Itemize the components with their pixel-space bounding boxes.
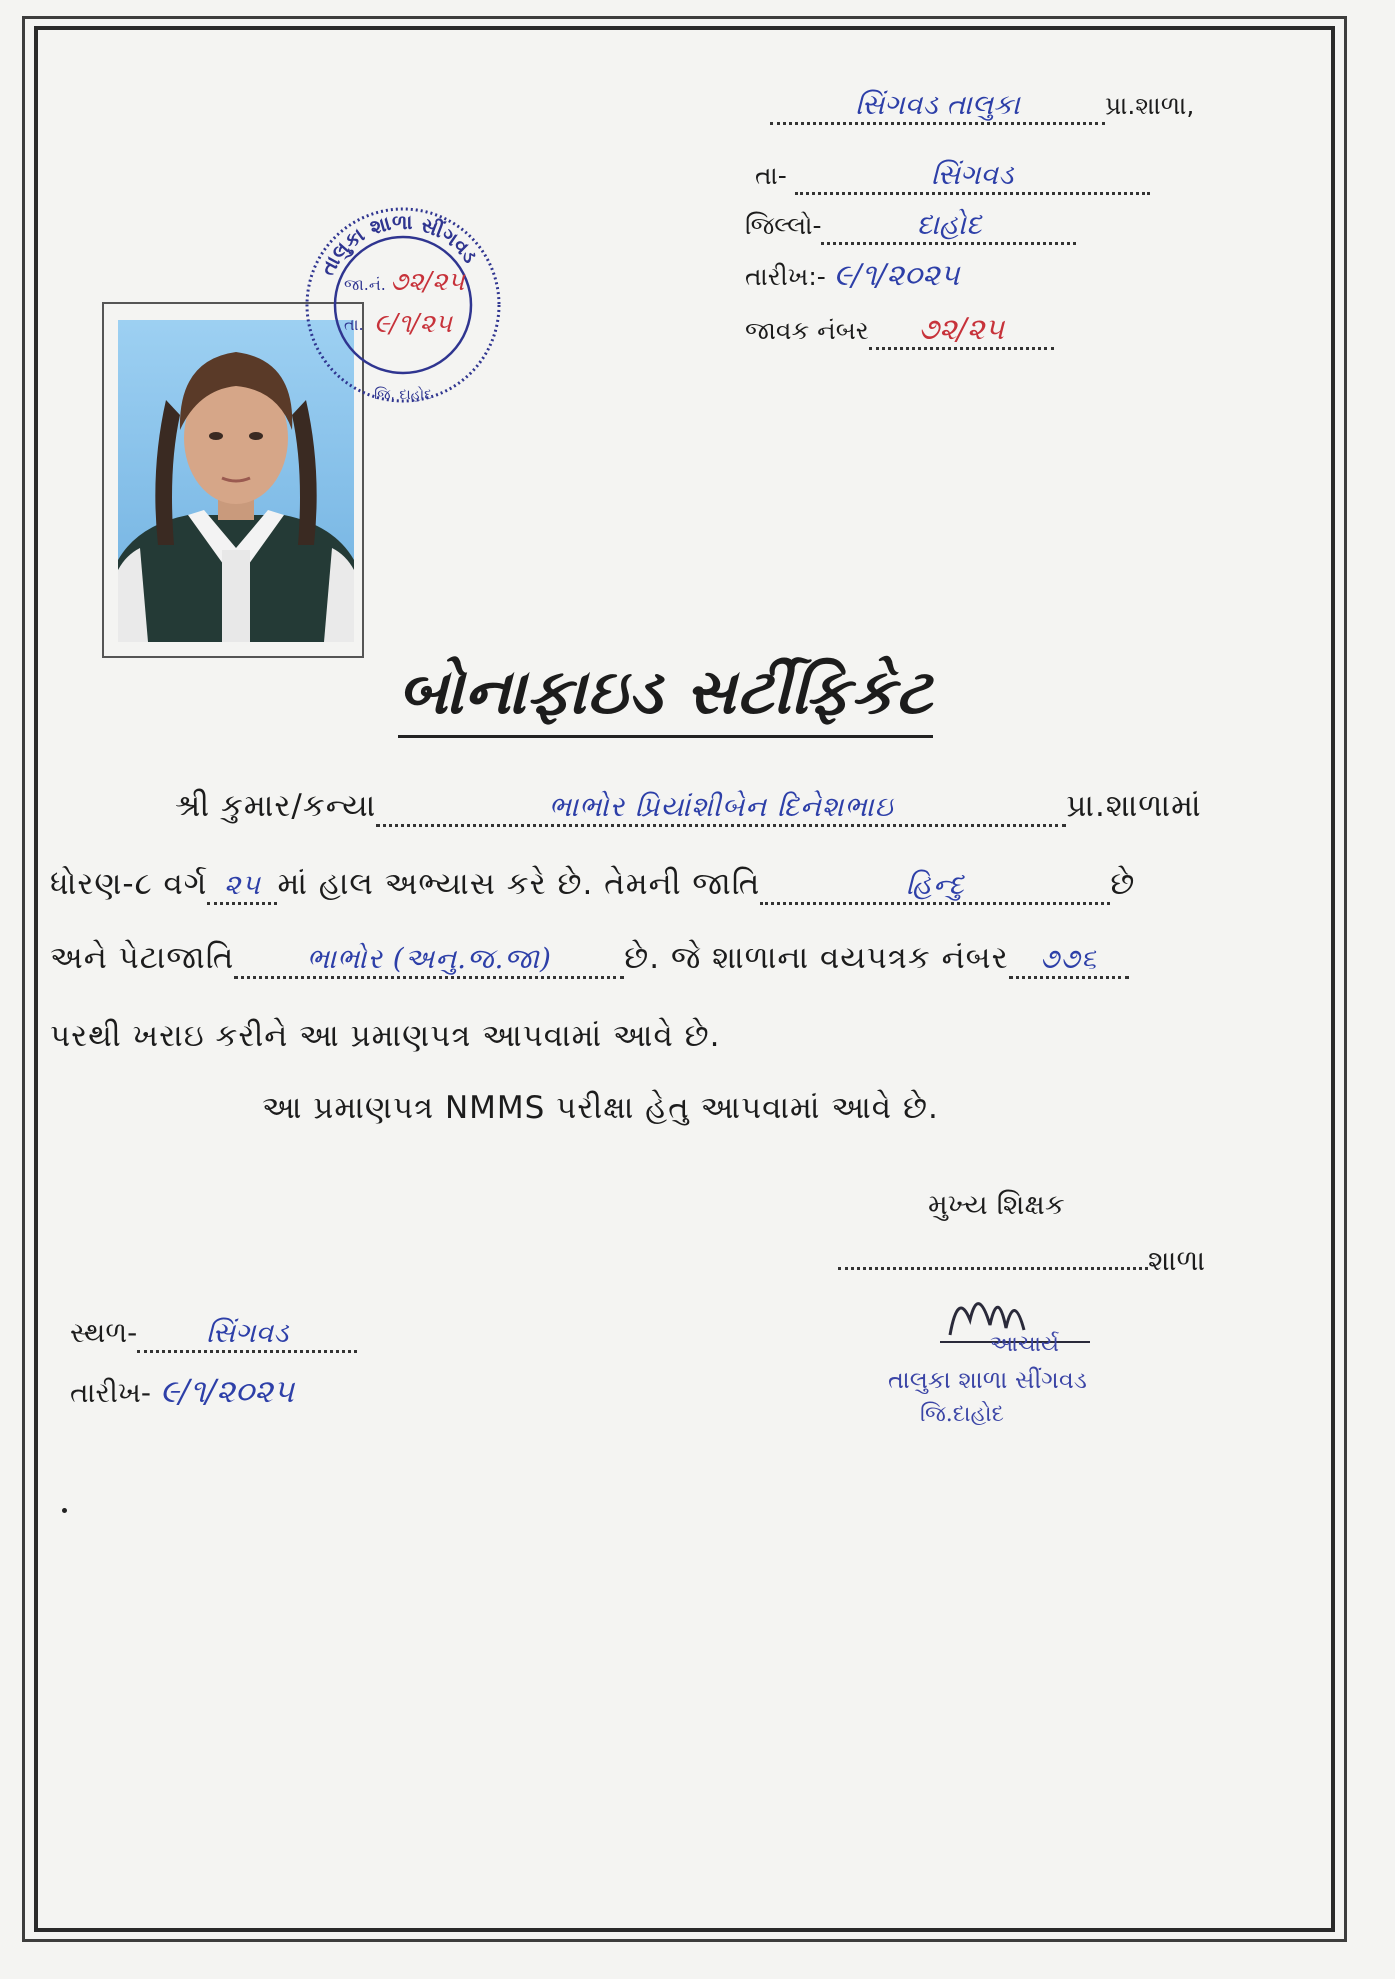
subcaste-prefix: અને પેટાજાતિ — [50, 940, 235, 976]
footer-date-handwritten: ૯/૧/૨૦૨૫ — [159, 1372, 294, 1410]
date-line — [745, 258, 959, 293]
school-suffix-body: પ્રા.શાળામાં — [1066, 788, 1202, 824]
caste-suffix: છે — [1110, 866, 1136, 902]
footer-date-label: તારીખ- — [70, 1376, 152, 1409]
caste-handwritten: હિન્દુ — [760, 868, 1110, 905]
student-prefix: શ્રી કુમાર/કન્યા — [175, 788, 377, 824]
district-label: જિલ્લો- — [745, 211, 822, 240]
stray-dot — [62, 1508, 67, 1513]
stamp-number-label: જા.નં. — [344, 275, 386, 294]
stamp-bottom-text: જિ. દાહોદ — [374, 387, 432, 403]
outward-number-line — [745, 312, 1054, 350]
school-name-handwritten: સિંગવડ તાલુકા — [770, 88, 1105, 125]
outward-number-handwritten: ૭૨/૨૫ — [869, 312, 1054, 350]
body-line-2 — [50, 866, 1135, 905]
place-line — [70, 1316, 357, 1353]
date-handwritten: ૯/૧/૨૦૨૫ — [833, 258, 960, 293]
place-handwritten: સિંગવડ — [137, 1316, 357, 1353]
head-teacher-school-blank — [838, 1267, 1148, 1270]
head-teacher-school-line — [838, 1244, 1205, 1278]
body-line-4: પરથી ખરાઇ કરીને આ પ્રમાણપત્ર આપવામાં આવે છે. — [50, 1018, 721, 1054]
class-handwritten: ૨૫ — [207, 868, 277, 905]
taluka-label: તા- — [755, 161, 787, 190]
body-line-1 — [175, 788, 1202, 827]
subcaste-handwritten: ભાભોર (અનુ.જ.જા) — [234, 942, 624, 979]
study-text: માં હાલ અભ્યાસ કરે છે. તેમની જાતિ — [277, 866, 761, 902]
principal-district-seal: જિ.દાહોદ — [920, 1402, 1004, 1427]
place-label: સ્થળ- — [70, 1316, 138, 1349]
stamp-date-handwritten: ૯/૧/૨૫ — [374, 309, 452, 339]
school-suffix: પ્રા.શાળા, — [1105, 91, 1195, 120]
stamp-ring-text: તાલુકા શાળા સીંગવડ — [315, 209, 483, 280]
head-teacher-school-suffix: શાળા — [1148, 1244, 1206, 1277]
body-line-5: આ પ્રમાણપત્ર NMMS પરીક્ષા હેતુ આપવામાં આવે છે. — [262, 1090, 939, 1126]
taluka-line — [755, 158, 1150, 195]
student-name-handwritten: ભાભોર પ્રિયાંશીબેન દિનેશભાઇ — [376, 790, 1066, 827]
body-line-3 — [50, 940, 1129, 979]
stamp-date-label: તા. — [344, 315, 364, 334]
district-handwritten: દાહોદ — [821, 208, 1076, 245]
principal-school-seal: તાલુકા શાળા સીંગવડ — [888, 1366, 1087, 1394]
certificate-title: બોનાફાઇડ સર્ટીફિકેટ — [398, 655, 933, 738]
footer-date-line — [70, 1372, 294, 1411]
school-stamp — [292, 194, 514, 416]
school-name-line — [770, 88, 1194, 125]
standard-prefix: ધોરણ-૮ વર્ગ — [50, 866, 208, 902]
register-text: છે. જે શાળાના વયપત્રક નંબર — [624, 940, 1009, 976]
outward-number-label: જાવક નંબર — [745, 316, 869, 345]
district-line — [745, 208, 1076, 245]
principal-title: આચાર્ય — [990, 1332, 1059, 1357]
date-label: તારીખ:- — [745, 262, 826, 291]
taluka-handwritten: સિંગવડ — [795, 158, 1150, 195]
stamp-number-handwritten: ૭૨/૨૫ — [390, 267, 465, 297]
head-teacher-label: મુખ્ય શિક્ષક — [928, 1188, 1065, 1221]
register-number-handwritten: ૭૭૬ — [1009, 942, 1129, 979]
